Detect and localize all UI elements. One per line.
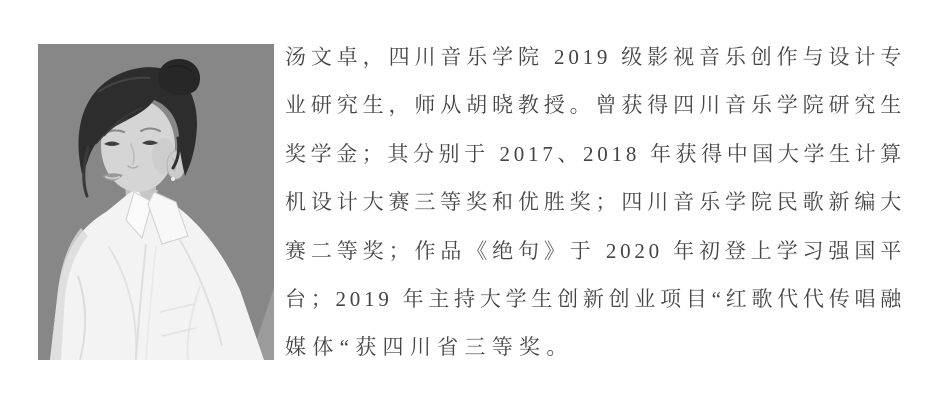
bio-line-2: 业研究生，师从胡晓教授。曾获得四川音乐学院研究生 (285, 93, 905, 118)
hair-bun (158, 59, 200, 95)
bio-line-4: 机设计大赛三等奖和优胜奖；四川音乐学院民歌新编大 (285, 190, 905, 215)
bio-line-5: 赛二等奖；作品《绝句》于 2020 年初登上学习强国平 (285, 238, 905, 263)
bio-text (285, 33, 905, 372)
bio-line-7: 媒体“获四川省三等奖。 (285, 335, 574, 360)
portrait-photo (38, 44, 274, 360)
bio-line-6: 台；2019 年主持大学生创新创业项目“红歌代代传唱融 (285, 287, 905, 312)
bio-line-1: 汤文卓，四川音乐学院 2019 级影视音乐创作与设计专 (285, 45, 905, 69)
portrait-photo-illustration (38, 44, 274, 360)
earring (171, 177, 175, 181)
bio-line-3: 奖学金；其分别于 2017、2018 年获得中国大学生计算 (285, 141, 905, 166)
